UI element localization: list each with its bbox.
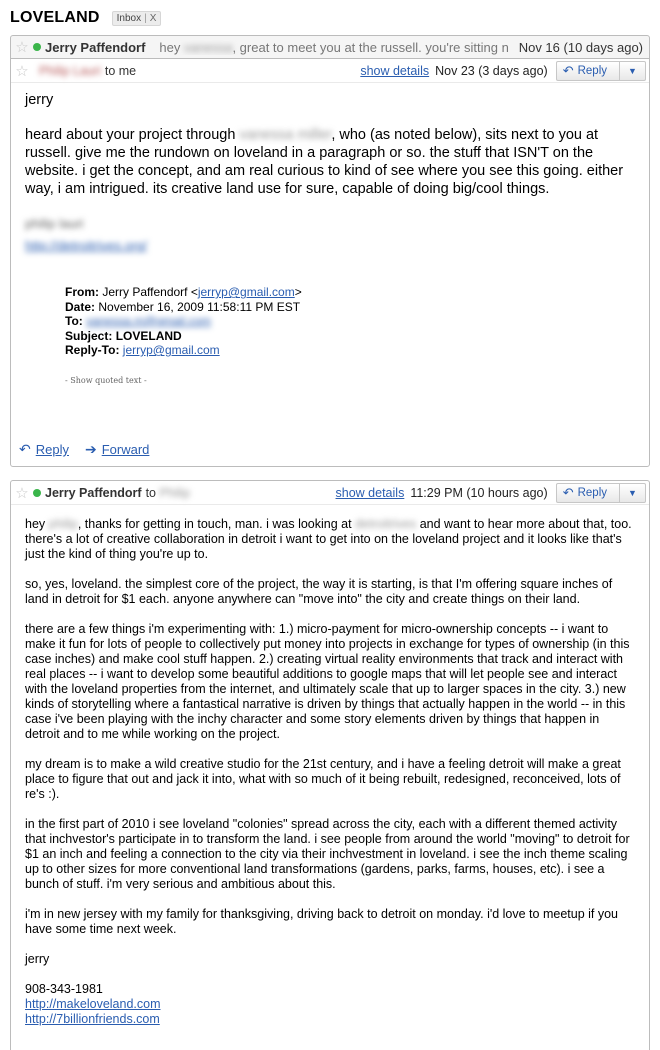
to-email-link[interactable]: vanessa.m@gmail.com xyxy=(86,314,211,328)
online-status-icon xyxy=(33,43,41,51)
collapsed-message-row[interactable] xyxy=(10,35,650,59)
signature-link[interactable]: http://detroitrives.org/ xyxy=(25,238,148,253)
message-snippet: hey vanessa, great to meet you at the russell. you're sitting n xyxy=(159,39,509,55)
reply-action[interactable]: ↶ Reply xyxy=(19,441,69,457)
from-email-link[interactable]: jerryp@gmail.com xyxy=(197,285,295,299)
show-details-link[interactable]: show details xyxy=(360,63,430,78)
redacted-site: detroitrives xyxy=(355,517,417,531)
quoted-header: From: Jerry Paffendorf <jerryp@gmail.com> Date: November 16, 2009 11:58:11 PM EST To: vanessa.m@gmail.com Subject: LOVELAND Reply-To: jerryp@gmail.com xyxy=(65,285,302,357)
remove-label-button[interactable]: X xyxy=(149,12,157,24)
sender-name[interactable]: Jerry Paffendorf xyxy=(45,39,146,55)
sender-name[interactable]: Jerry Paffendorf xyxy=(45,485,142,500)
message-card-jerry xyxy=(10,480,650,1050)
body-paragraph: so, yes, loveland. the simplest core of the project, the way it is starting, is that I'm offering square inches of land in detroit for $1 each. anyone anywhere can "move into" the city and create things on their land. xyxy=(25,577,613,606)
quoted-date: November 16, 2009 11:58:11 PM EST xyxy=(98,299,301,314)
star-icon[interactable]: ☆ xyxy=(15,484,29,502)
phone-number: 908-343-1981 xyxy=(25,982,103,996)
reply-arrow-icon: ↶ xyxy=(562,484,574,500)
quoted-subject: LOVELAND xyxy=(115,328,182,343)
reply-to-email-link[interactable]: jerryp@gmail.com xyxy=(122,343,220,357)
message-card-philip xyxy=(10,58,650,467)
7billionfriends-link[interactable]: http://7billionfriends.com xyxy=(25,1012,160,1026)
inbox-label-chip xyxy=(112,11,162,26)
star-icon[interactable]: ☆ xyxy=(15,62,29,80)
chevron-down-icon: ▼ xyxy=(628,65,637,76)
redacted-name: vanessa xyxy=(184,39,233,55)
body-paragraph: my dream is to make a wild creative studio for the 21st century, and i have a feeling detroit will make a great place to figure that out and jack it into, what with so much of it being rebuilt, redesigned, reconceived, lots of re's :). xyxy=(25,757,621,801)
reply-arrow-icon: ↶ xyxy=(562,62,574,78)
body-paragraph: in the first part of 2010 i see loveland "colonies" spread across the city, each with a different themed activity that inchvestor's participate in to transform the land. i see people from around the world "moving" to detroit for $1 an inch and feeling a connection to the city via their inchvestment in loveland. i see the inch theme scaling up to other sizes for more conventional land transformations (gardens, parks, farms, houses, etc). i see a bunch of stuff. i'm very serious and ambitious about this. xyxy=(25,817,630,891)
message-date: Nov 23 (3 days ago) xyxy=(435,63,548,78)
conversation-header xyxy=(10,6,161,30)
message-header xyxy=(11,59,649,83)
forward-action[interactable]: ➔ Forward xyxy=(84,441,150,457)
loveland-link[interactable]: http://makeloveland.com xyxy=(25,997,161,1011)
redacted-name: philip xyxy=(48,517,78,531)
show-details-link[interactable]: show details xyxy=(335,485,405,500)
body-paragraph: hey philip, thanks for getting in touch, man. i was looking at detroitrives and want to hear more about that, too. there's a lot of creative collaboration in detroit i want to get into on the loveland project and it looks like that's just the kind of thing you're up to. xyxy=(25,517,632,561)
message-date: 11:29 PM (10 hours ago) xyxy=(410,485,548,500)
forward-arrow-icon: ➔ xyxy=(84,441,97,457)
conversation-subject: LOVELAND xyxy=(10,9,100,26)
signature-name: philip lauri xyxy=(25,216,84,231)
message-body xyxy=(11,505,649,1027)
chevron-down-icon: ▼ xyxy=(628,487,637,498)
body-paragraph: there are a few things i'm experimenting with: 1.) micro-payment for micro-ownership concepts -- i want to make it fun for lots of people to collectively put money into projects in exchange for types of ownership (in this case inches) and make cool stuff happen. 2.) creating virtual reality environments that track and interact with real places -- i want to develop some beautiful additions to google maps that will let people see and interact with the loveland properties from the internet, and ultimately scale that up to larger spaces in the city. 3.) new kinds of storytelling where a fantastical narrative is driven by things that actually happen in the world -- in this case i've been playing with the inchy character and some story elements driven by things that happen in detroit and to me while working on the project. xyxy=(25,622,630,741)
message-header xyxy=(11,481,649,505)
more-options-dropdown[interactable] xyxy=(620,483,646,503)
label-separator: | xyxy=(144,12,147,24)
recipient-text: to Philip xyxy=(145,485,191,500)
body-paragraph: i'm in new jersey with my family for thanksgiving, driving back to detroit on monday. i'd love to meetup if you have some time next week. xyxy=(25,907,618,936)
recipient-text: to me xyxy=(104,63,137,78)
more-options-dropdown[interactable] xyxy=(620,61,646,81)
online-status-icon xyxy=(33,489,41,497)
star-icon[interactable]: ☆ xyxy=(15,39,29,56)
message-actions xyxy=(11,441,149,458)
body-paragraph: heard about your project through vanessa miller, who (as noted below), sits next to you at russell. give me the rundown on loveland in a paragraph or so. the stuff that ISN'T on the website. i get the concept, and am real curious to kind of see where you see this going. either way, i am intrigued. its creative land use for sure, capable of doing big/cool things. xyxy=(25,127,624,197)
message-body xyxy=(11,83,649,390)
message-date: Nov 16 (10 days ago) xyxy=(518,39,643,55)
reply-button[interactable]: ↶ Reply xyxy=(556,61,620,81)
redacted-name: vanessa miller xyxy=(239,127,332,143)
greeting: jerry xyxy=(25,92,54,108)
reply-button[interactable]: ↶ Reply xyxy=(556,483,620,503)
sender-name[interactable]: Philip Lauri xyxy=(39,63,101,78)
inbox-label: Inbox xyxy=(116,12,142,24)
redacted-name: Philip xyxy=(159,485,191,500)
signoff: jerry xyxy=(25,952,50,966)
reply-arrow-icon: ↶ xyxy=(19,441,31,457)
show-quoted-text-link[interactable]: - Show quoted text - xyxy=(65,375,147,385)
